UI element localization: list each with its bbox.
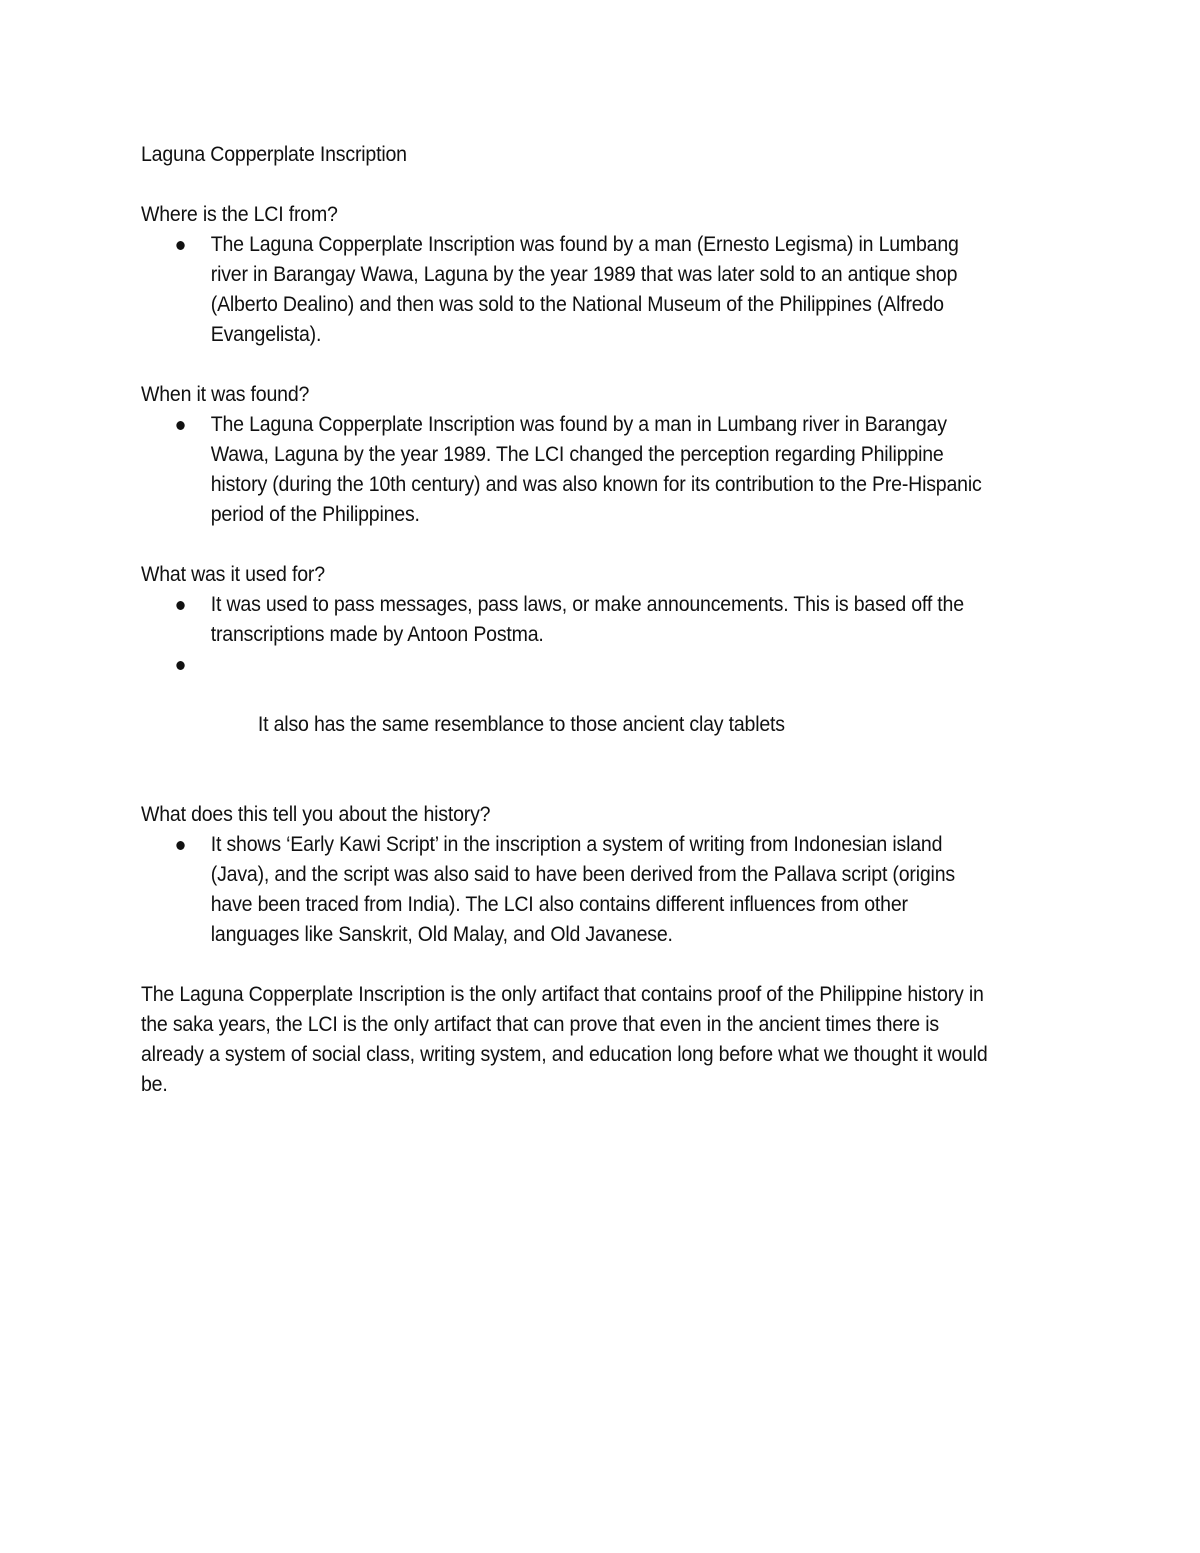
document-page [141,140,997,1100]
section-question: Where is the LCI from? [141,203,338,226]
conclusion-paragraph: The Laguna Copperplate Inscription is the only artifact that contains proof of the Philippine history in the saka years, the LCI is the only artifact that can prove that even in the ancient times there is already a system of social class, writing system, and education long before what we thought it would be. [141,983,988,1096]
section-where-from [141,200,997,350]
bullet-icon [176,841,184,850]
section-question: What does this tell you about the history? [141,803,491,826]
page-title: Laguna Copperplate Inscription [141,143,407,166]
bullet-text: It shows ‘Early Kawi Script’ in the inscription a system of writing from Indonesian island (Java), and the script was also said to have been derived from the Pallava script (origins have been traced from India). The LCI also contains different influences from other languages like Sanskrit, Old Malay, and Old Javanese. [210,833,955,946]
bullet-text: The Laguna Copperplate Inscription was found by a man in Lumbang river in Barangay Wawa, Laguna by the year 1989. The LCI changed the perception regarding Philippine history (during the 10th century) and was also known for its contribution to the Pre-Hispanic period of the Philippines. [210,413,982,526]
section-when-found [141,380,997,530]
bullet-item [141,590,997,650]
section-used-for [141,560,997,770]
bullet-list [141,590,997,770]
bullet-item [141,230,997,350]
bullet-icon [176,661,184,670]
bullet-text: It also has the same resemblance to those ancient clay tablets [252,713,785,736]
bullet-list [141,830,997,950]
bullet-list [141,230,997,350]
section-question: When it was found? [141,383,310,406]
bullet-icon [176,421,184,430]
section-question: What was it used for? [141,563,325,586]
bullet-item [141,410,997,530]
bullet-item [141,830,997,950]
section-history [141,800,997,950]
bullet-text: It was used to pass messages, pass laws, or make announcements. This is based off the transcriptions made by Antoon Postma. [210,593,964,646]
bullet-icon [176,241,184,250]
bullet-text: The Laguna Copperplate Inscription was found by a man (Ernesto Legisma) in Lumbang river in Barangay Wawa, Laguna by the year 1989 that was later sold to an antique shop (Alberto Dealino) and then was sold to the National Museum of the Philippines (Alfredo Evangelista). [210,233,959,346]
bullet-icon [176,601,184,610]
bullet-list [141,410,997,530]
bullet-item [141,650,997,770]
